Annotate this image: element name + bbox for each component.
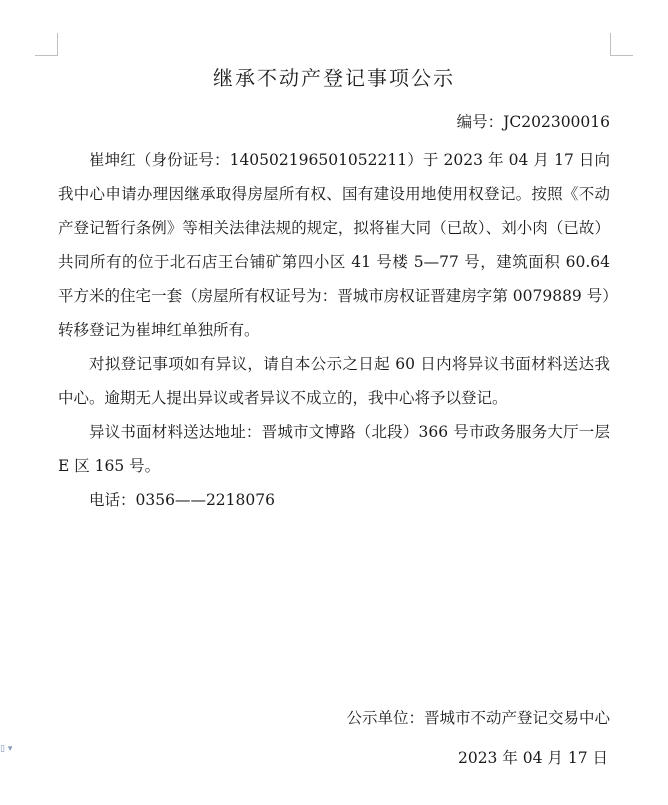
signature-date: 2023 年 04 月 17 日 [457,749,608,767]
page-corner-mark-top-left [35,33,58,56]
document-title: 继承不动产登记事项公示 [213,66,455,90]
paragraph-marker-icon: ▯ ▾ [0,744,13,754]
document-number: 编号：JC202300016 [456,113,610,131]
signature-unit: 公示单位：晋城市不动产登记交易中心 [346,709,610,727]
paragraph-phone: 电话：0356——2218076 [89,491,275,509]
paragraph-objection-notice: 对拟登记事项如有异议，请自本公示之日起 60 日内将异议书面材料送达我中心。逾期无人提出异议或者异议不成立的，我中心将予以登记。 [58,355,610,407]
page-corner-mark-top-right [610,33,633,56]
paragraph-objection-address: 异议书面材料送达地址：晋城市文博路（北段）366 号市政务服务大厅一层 E 区 165 号。 [58,423,610,475]
paragraph-application: 崔坤红（身份证号：140502196501052211）于 2023 年 04 月 17 日向我中心申请办理因继承取得房屋所有权、国有建设用地使用权登记。按照《不动产登记暂行条例》等相关法律法规的规定，拟将崔大同（已故）、刘小肉（已故）共同所有的位于北石店王台铺矿第四小区 41 号楼 5—77 号，建筑面积 60.64 平方米的住宅一套（房屋所有权证号为：晋城市房权证晋建房字第 0079889 号）转移登记为崔坤红单独所有。 [58,151,610,339]
document-body [58,143,610,517]
